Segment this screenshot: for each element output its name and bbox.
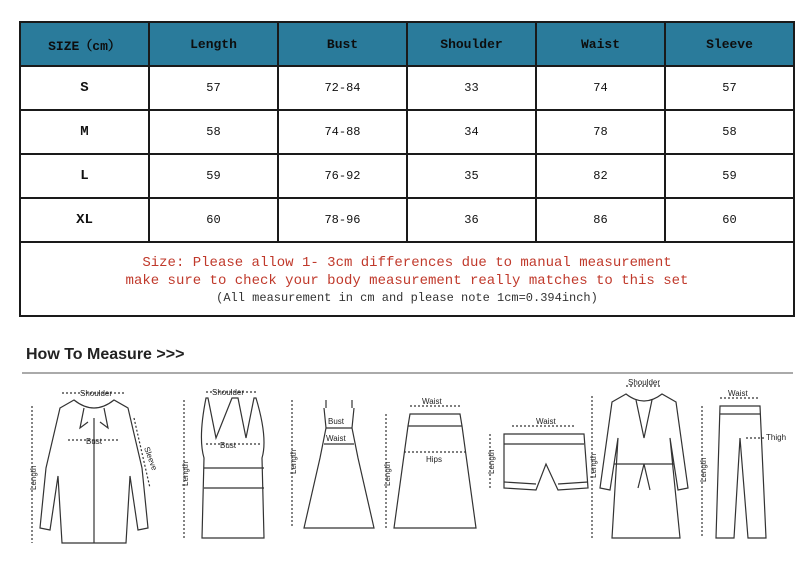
shoulder-label: Shoulder <box>80 389 113 398</box>
bust-label: Bust <box>86 437 103 446</box>
waist-label: Waist <box>536 417 556 426</box>
shoulder-label: Shoulder <box>212 388 245 397</box>
shoulder-cell: 33 <box>407 66 536 110</box>
waist-label: Waist <box>326 434 346 443</box>
length-cell: 60 <box>149 198 278 242</box>
bust-cell: 74-88 <box>278 110 407 154</box>
how-to-measure-section <box>22 340 793 560</box>
shoulder-cell: 35 <box>407 154 536 198</box>
bust-cell: 72-84 <box>278 66 407 110</box>
coat-illustration <box>588 378 698 554</box>
sleeve-cell: 57 <box>665 66 794 110</box>
waist-cell: 86 <box>536 198 665 242</box>
measurement-note <box>20 242 794 316</box>
length-label: Length <box>181 461 190 486</box>
header-sleeve: Sleeve <box>665 22 794 66</box>
shoulder-label: Shoulder <box>628 378 661 387</box>
note-line-3: (All measurement in cm and please note 1cm=0.394inch) <box>216 291 598 305</box>
note-row <box>20 242 794 316</box>
length-label: Length <box>383 461 392 486</box>
blouse-illustration <box>22 378 162 554</box>
size-cell: XL <box>20 198 149 242</box>
bust-cell: 76-92 <box>278 154 407 198</box>
hips-label: Hips <box>426 455 443 464</box>
skirt-illustration <box>380 378 490 554</box>
shorts-illustration <box>480 378 600 554</box>
header-size: SIZE（cm） <box>20 22 149 66</box>
table-row <box>20 66 794 110</box>
length-label: Length <box>589 453 598 478</box>
note-line-2: make sure to check your body measurement really matches to this set <box>125 273 689 289</box>
how-to-measure-title: How To Measure >>> <box>26 346 185 363</box>
table-row <box>20 154 794 198</box>
waist-cell: 74 <box>536 66 665 110</box>
length-label: Length <box>29 465 38 490</box>
length-label: Length <box>487 449 496 474</box>
thigh-label: Thigh <box>766 433 787 442</box>
shoulder-cell: 34 <box>407 110 536 154</box>
length-cell: 59 <box>149 154 278 198</box>
header-waist: Waist <box>536 22 665 66</box>
waist-cell: 78 <box>536 110 665 154</box>
sleeve-cell: 60 <box>665 198 794 242</box>
header-length: Length <box>149 22 278 66</box>
dress-illustration <box>284 378 394 554</box>
header-shoulder: Shoulder <box>407 22 536 66</box>
size-cell: M <box>20 110 149 154</box>
note-line-1: Size: Please allow 1- 3cm differences due to manual measurement <box>142 255 672 271</box>
trousers-illustration <box>690 378 790 554</box>
length-cell: 57 <box>149 66 278 110</box>
size-cell: S <box>20 66 149 110</box>
section-divider <box>22 372 793 374</box>
size-chart-table <box>19 21 795 317</box>
waist-label: Waist <box>422 397 442 406</box>
header-bust: Bust <box>278 22 407 66</box>
sleeve-cell: 58 <box>665 110 794 154</box>
waist-cell: 82 <box>536 154 665 198</box>
sleeve-cell: 59 <box>665 154 794 198</box>
table-row <box>20 198 794 242</box>
length-label: Length <box>289 449 298 474</box>
tank-top-illustration <box>172 378 282 554</box>
bust-label: Bust <box>328 417 345 426</box>
size-cell: L <box>20 154 149 198</box>
length-cell: 58 <box>149 110 278 154</box>
length-label: Length <box>699 457 708 482</box>
bust-label: Bust <box>220 441 237 450</box>
table-row <box>20 110 794 154</box>
sleeve-label: Sleeve <box>142 445 159 472</box>
waist-label: Waist <box>728 389 748 398</box>
bust-cell: 78-96 <box>278 198 407 242</box>
table-header-row <box>20 22 794 66</box>
shoulder-cell: 36 <box>407 198 536 242</box>
